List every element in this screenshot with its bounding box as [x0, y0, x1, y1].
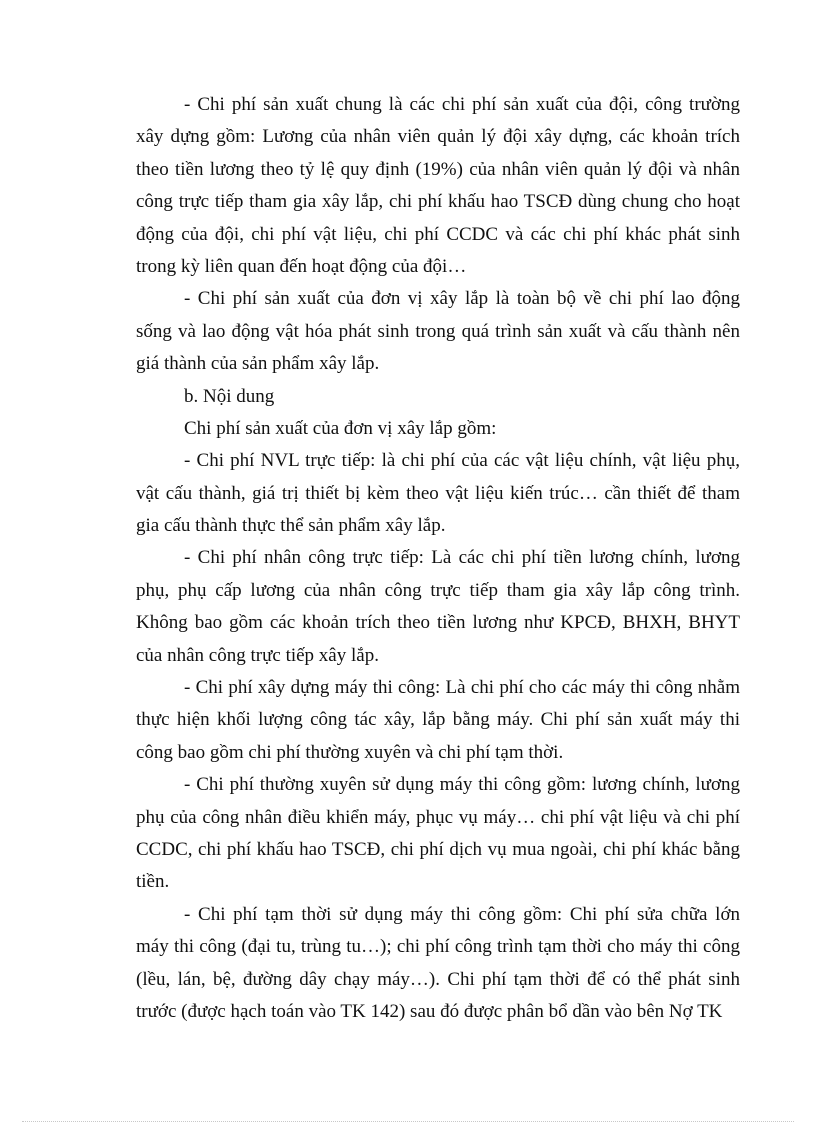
text-line: - Chi phí nhân công trực tiếp: Là các chi phí tiền lương chính, lương [184, 547, 740, 569]
text-line: động của đội, chi phí vật liệu, chi phí CCDC và các chi phí khác phát sinh [136, 223, 740, 245]
text-line: phụ của công nhân điều khiển máy, phục vụ máy… chi phí vật liệu và chi phí [136, 806, 740, 828]
text-line: CCDC, chi phí khấu hao TSCĐ, chi phí dịch vụ mua ngoài, chi phí khác bằng [136, 838, 740, 860]
text-line: công trực tiếp tham gia xây lắp, chi phí khấu hao TSCĐ dùng chung cho hoạt [136, 191, 740, 213]
text-line: sống và lao động vật hóa phát sinh trong quá trình sản xuất và cấu thành nên [136, 320, 740, 342]
text-line: - Chi phí tạm thời sử dụng máy thi công gồm: Chi phí sửa chữa lớn [184, 903, 740, 925]
text-line: - Chi phí sản xuất của đơn vị xây lắp là toàn bộ về chi phí lao động [184, 288, 740, 310]
text-line: của nhân công trực tiếp xây lắp. [136, 644, 379, 666]
text-line: - Chi phí sản xuất chung là các chi phí sản xuất của đội, công trường [184, 94, 740, 115]
text-line: - Chi phí xây dựng máy thi công: Là chi phí cho các máy thi công nhằm [184, 677, 740, 699]
text-line: gia cấu thành thực thể sản phẩm xây lắp. [136, 515, 446, 537]
text-line: giá thành của sản phẩm xây lắp. [136, 353, 380, 375]
text-line: - Chi phí NVL trực tiếp: là chi phí của các vật liệu chính, vật liệu phụ, [184, 450, 740, 472]
page-bottom-divider [22, 1121, 794, 1122]
text-line: tiền. [136, 871, 170, 893]
paragraph-temporary-machine-cost [136, 899, 740, 1029]
text-line: - Chi phí thường xuyên sử dụng máy thi công gồm: lương chính, lương [184, 774, 740, 796]
paragraph-machine-cost [136, 672, 740, 769]
text-line: Chi phí sản xuất của đơn vị xây lắp gồm: [184, 417, 497, 439]
text-line: xây dựng gồm: Lương của nhân viên quản lý đội xây dựng, các khoản trích [136, 126, 740, 148]
text-line: theo tiền lương theo tỷ lệ quy định (19%) của nhân viên quản lý đội và nhân [136, 158, 740, 180]
paragraph-unit-production-cost [136, 283, 740, 380]
text-line: công bao gồm chi phí thường xuyên và chi phí tạm thời. [136, 741, 564, 763]
text-line: thực hiện khối lượng công tác xây, lắp bằng máy. Chi phí sản xuất máy thi [136, 709, 740, 731]
text-line: vật cấu thành, giá trị thiết bị kèm theo vật liệu kiến trúc… cần thiết để tham [136, 482, 740, 504]
text-line: Không bao gồm các khoản trích theo tiền lương như KPCĐ, BHXH, BHYT [136, 612, 740, 634]
document-body [136, 89, 740, 1028]
text-line: (lều, lán, bệ, đường dây chạy máy…). Chi phí tạm thời để có thể phát sinh [136, 968, 740, 990]
paragraph-general-production-cost [136, 89, 740, 283]
paragraph-regular-machine-cost [136, 769, 740, 899]
text-line: trước (được hạch toán vào TK 142) sau đó được phân bổ dần vào bên Nợ TK [136, 1000, 723, 1022]
section-heading-content [136, 381, 740, 413]
text-line: máy thi công (đại tu, trùng tu…); chi phí công trình tạm thời cho máy thi công [136, 936, 740, 958]
text-line: trong kỳ liên quan đến hoạt động của đội… [136, 255, 467, 277]
section-heading: b. Nội dung [184, 385, 275, 407]
text-line: phụ, phụ cấp lương của nhân công trực tiếp tham gia xây lắp công trình. [136, 579, 740, 601]
paragraph-direct-material-cost [136, 445, 740, 542]
paragraph-direct-labor-cost [136, 542, 740, 672]
paragraph-intro [136, 413, 740, 445]
